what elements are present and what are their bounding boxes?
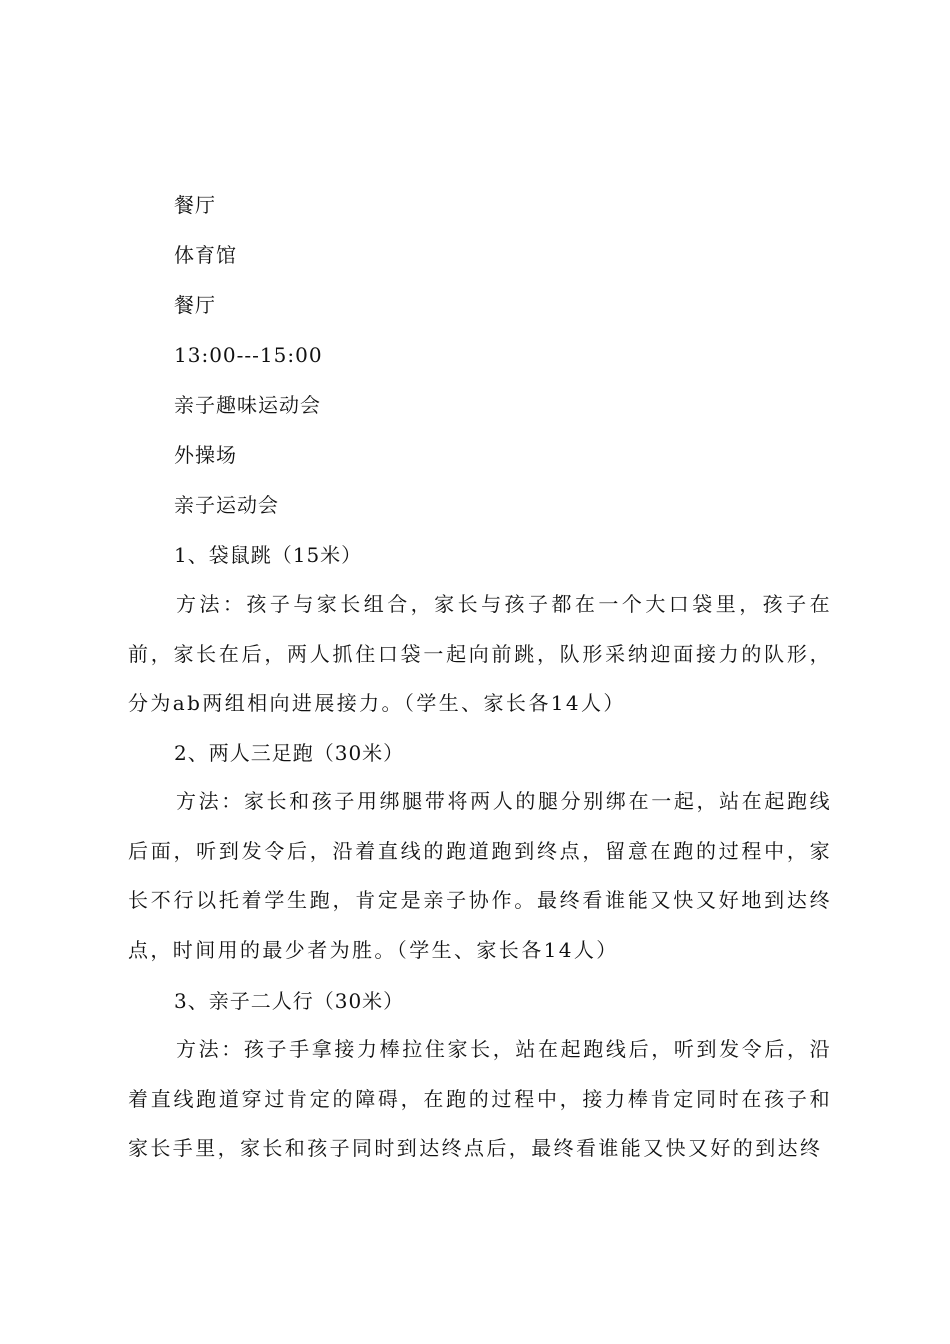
- line-restaurant-2: 餐厅: [174, 293, 216, 317]
- event-heading-1: 1、袋鼠跳（15米）: [174, 543, 363, 567]
- line-gymnasium: 体育馆: [174, 243, 237, 267]
- event-method-1: 方法：孩子与家长组合，家长与孩子都在一个大口袋里，孩子在前，家长在后，两人抓住口袋一起向前跳，队形采纳迎面接力的队形，分为ab两组相向进展接力。（学生、家长各14人）: [128, 592, 832, 715]
- line-sports-meet: 亲子运动会: [174, 493, 279, 517]
- event-heading-3: 3、亲子二人行（30米）: [174, 989, 405, 1013]
- event-heading-2: 2、两人三足跑（30米）: [174, 741, 405, 765]
- line-outdoor-field: 外操场: [174, 443, 237, 467]
- line-fun-sports-meet: 亲子趣味运动会: [174, 393, 321, 417]
- event-method-2: 方法：家长和孩子用绑腿带将两人的腿分别绑在一起，站在起跑线后面，听到发令后，沿着直线的跑道跑到终点，留意在跑的过程中，家长不行以托着学生跑，肯定是亲子协作。最终看谁能又快又好地到达终点，时间用的最少者为胜。（学生、家长各14人）: [128, 789, 832, 962]
- line-time-range: 13:00---15:00: [174, 343, 323, 367]
- line-restaurant-1: 餐厅: [174, 193, 216, 217]
- event-method-3: 方法：孩子手拿接力棒拉住家长，站在起跑线后，听到发令后，沿着直线跑道穿过肯定的障碍，在跑的过程中，接力棒肯定同时在孩子和家长手里，家长和孩子同时到达终点后，最终看谁能又快又好的到达终: [128, 1037, 832, 1160]
